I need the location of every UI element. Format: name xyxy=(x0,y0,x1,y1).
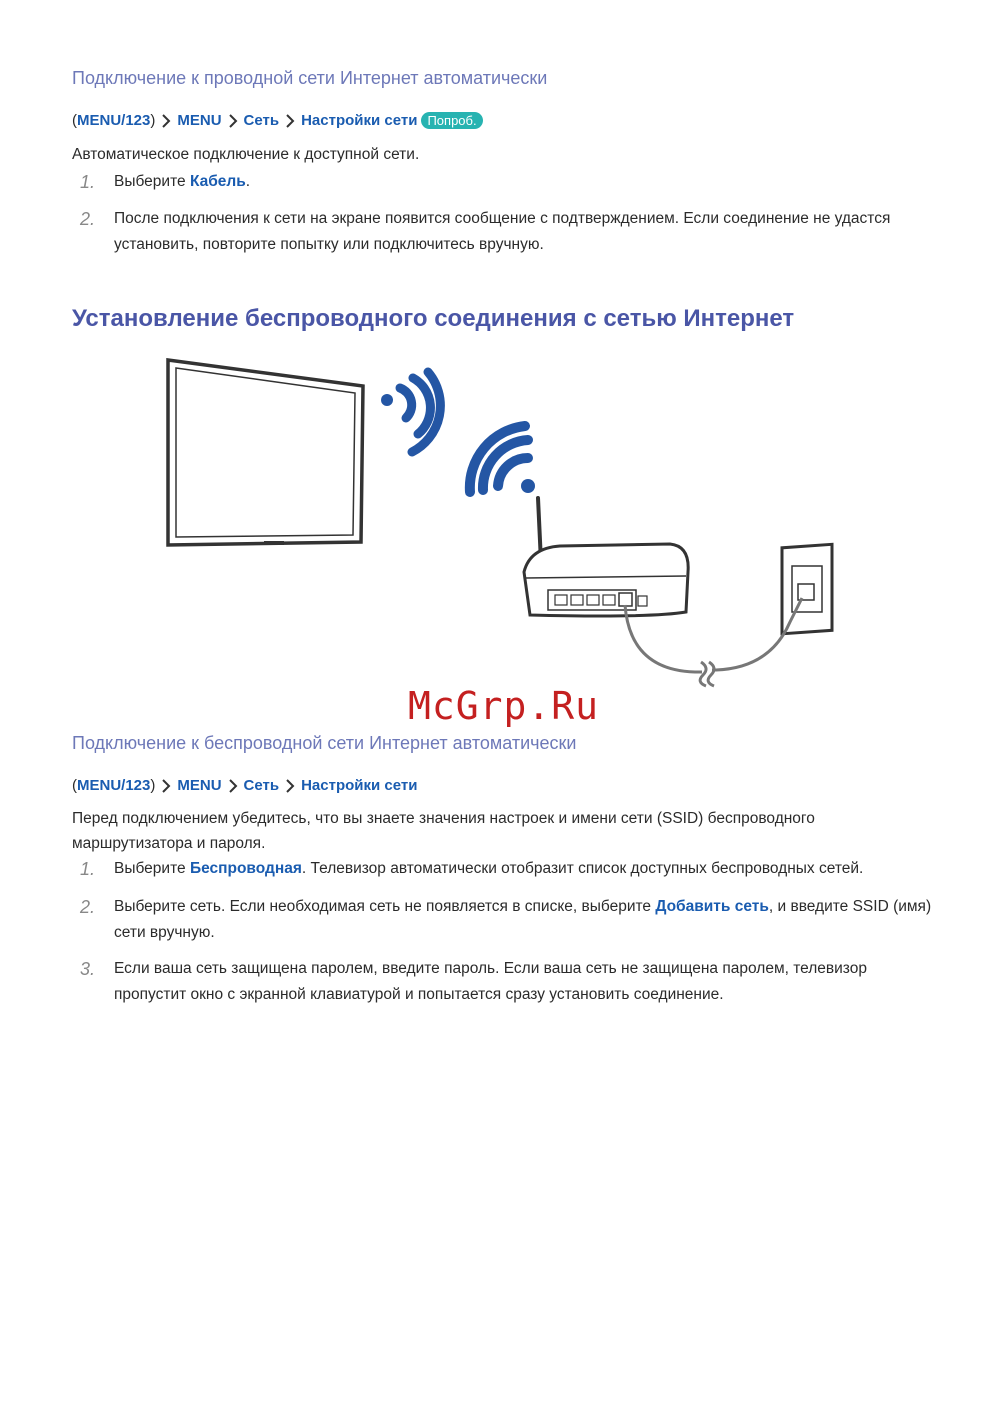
wireless-connection-illustration xyxy=(150,350,850,695)
step-number: 3. xyxy=(80,959,96,979)
menu-key: MENU xyxy=(177,112,222,129)
network-key: Сеть xyxy=(243,112,280,129)
menu-path-wired xyxy=(72,112,483,129)
menu123-key: MENU/123 xyxy=(77,777,151,794)
list-item: 1. Выберите Беспроводная. Телевизор автоматически отобразит список доступных беспроводных сетей. xyxy=(72,856,932,882)
chevron-right-icon xyxy=(285,114,295,128)
chevron-right-icon xyxy=(161,779,171,793)
step-number: 2. xyxy=(80,897,96,917)
paren-close: ) xyxy=(150,112,156,129)
wifi-signal-icon xyxy=(381,372,440,452)
list-item: 3. Если ваша сеть защищена паролем, введите пароль. Если ваша сеть не защищена паролем, телевизор пропустит окно с экранной клавиатурой и попытается сразу установить соединение. xyxy=(72,956,932,1008)
network-settings-key: Настройки сети xyxy=(301,112,418,129)
list-item: 1. Выберите Кабель. xyxy=(72,169,932,195)
list-item: 2. Выберите сеть. Если необходимая сеть не появляется в списке, выберите Добавить сеть, и введите SSID (имя) сети вручную. xyxy=(72,894,932,946)
try-now-badge[interactable]: Попроб. xyxy=(421,112,482,129)
wireless-option: Беспроводная xyxy=(189,860,302,877)
network-key: Сеть xyxy=(243,777,280,794)
cable-option: Кабель xyxy=(189,173,246,190)
paren-open: ( xyxy=(72,777,77,794)
wired-intro: Автоматическое подключение к доступной сети. xyxy=(72,146,420,163)
router-icon xyxy=(524,498,688,616)
list-item: 2. После подключения к сети на экране появится сообщение с подтверждением. Если соединение не удастся установить, повторите попытку или подключитесь вручную. xyxy=(72,206,932,258)
paren-open: ( xyxy=(72,112,77,129)
chevron-right-icon xyxy=(285,779,295,793)
chevron-right-icon xyxy=(161,114,171,128)
step-number: 2. xyxy=(80,209,96,229)
paren-close: ) xyxy=(150,777,156,794)
add-network-option: Добавить сеть xyxy=(655,898,769,915)
menu-path-wireless xyxy=(72,777,417,794)
router-wifi-icon xyxy=(470,426,535,493)
section-wireless-auto-title: Подключение к беспроводной сети Интернет автоматически xyxy=(72,733,577,753)
wireless-intro: Перед подключением убедитесь, что вы знаете значения настроек и имени сети (SSID) беспроводного маршрутизатора и пароля. xyxy=(72,810,815,852)
step-number: 1. xyxy=(80,859,96,879)
tv-icon xyxy=(168,360,363,545)
menu-key: MENU xyxy=(177,777,222,794)
watermark: McGrp.Ru xyxy=(408,684,600,728)
chevron-right-icon xyxy=(228,114,238,128)
chevron-right-icon xyxy=(228,779,238,793)
network-settings-key: Настройки сети xyxy=(301,777,418,794)
section-wireless-title: Установление беспроводного соединения с сетью Интернет xyxy=(72,305,795,332)
section-wired-auto-title: Подключение к проводной сети Интернет автоматически xyxy=(72,68,548,88)
step-number: 1. xyxy=(80,172,96,192)
menu123-key: MENU/123 xyxy=(77,112,151,129)
